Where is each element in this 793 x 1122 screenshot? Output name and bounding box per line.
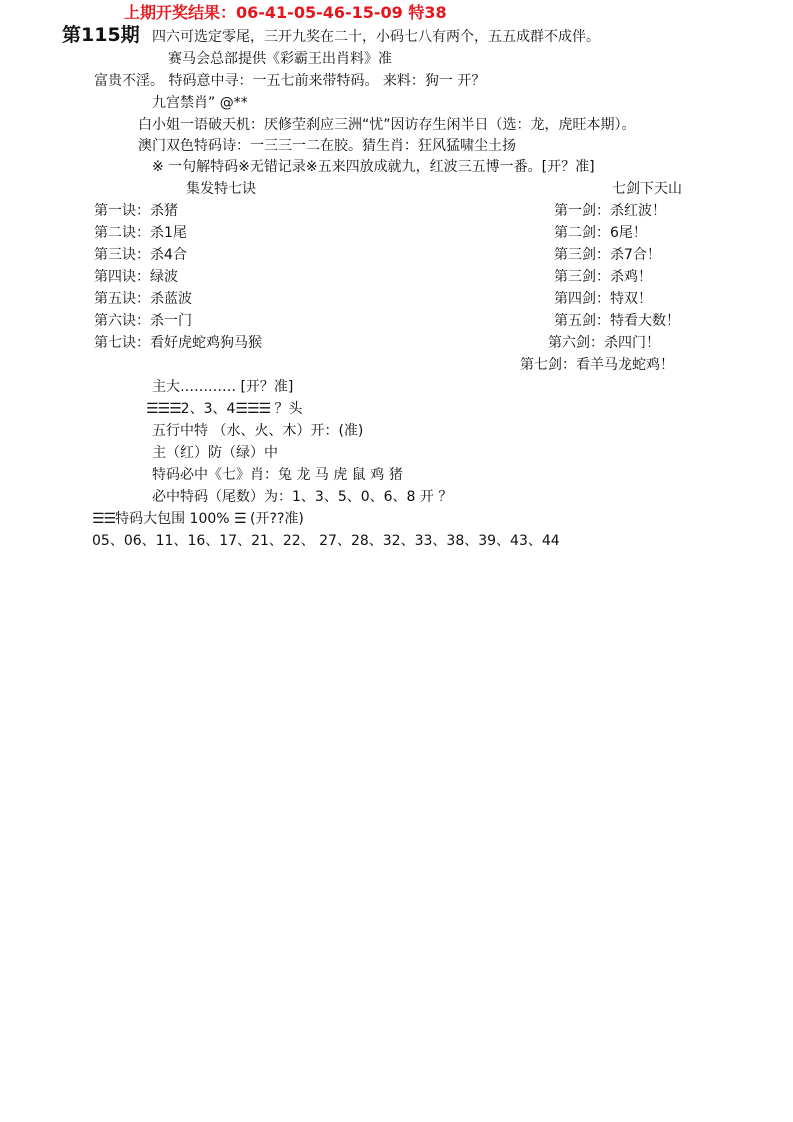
number-list: 05、06、11、16、17、21、22、 27、28、32、33、38、39、43、44 (92, 533, 560, 549)
list-item: 第四诀：绿波 (94, 269, 178, 285)
trigram-icon: ☰ (234, 511, 246, 527)
head-suffix: ？头 (270, 401, 303, 417)
prediction-line-2 (146, 400, 303, 418)
prediction-line-4: 主（红）防（绿）中 (152, 445, 278, 461)
list-item: 第一诀：杀猪 (94, 203, 178, 219)
list-item: 第五诀：杀蓝波 (94, 291, 192, 307)
list-item: 第七剑：看羊马龙蛇鸡！ (520, 357, 674, 373)
list-item: 第四剑：特双！ (554, 291, 652, 307)
prediction-line-5: 特码必中《七》肖：兔 龙 马 虎 鼠 鸡 猪 (152, 467, 403, 483)
list-item: 第六剑：杀四门！ (548, 335, 660, 351)
source-line: 赛马会总部提供《彩霸王出肖料》准 (168, 51, 392, 67)
verse-line-1: 四六可选定零尾，三开九奖在二十，小码七八有两个，五五成群不成伴。 (152, 29, 600, 45)
left-column-title: 集发特七诀 (186, 181, 256, 197)
prediction-line-6: 必中特码（尾数）为：1、3、5、0、6、8 开 ？ (152, 489, 453, 505)
list-item: 第三诀：杀4合 (94, 247, 187, 263)
trigram-icon: ☰☰☰ (235, 401, 271, 417)
trigram-icon: ☰☰ (92, 511, 116, 527)
package-label: 特码大包围 100% (115, 511, 230, 527)
list-item: 第三剑：杀鸡！ (554, 269, 652, 285)
last-result-line: 上期开奖结果：06-41-05-46-15-09 特38 (124, 3, 447, 22)
prediction-line-7 (92, 510, 304, 528)
list-item: 第五剑：特看大数！ (554, 313, 680, 329)
list-item: 第二诀：杀1尾 (94, 225, 187, 241)
verse-line-5: 白小姐一语破天机：厌修茔刹应三洲“忧”因访存生闲半日（选：龙，虎旺本期）。 (138, 117, 636, 133)
list-item: 第一剑：杀红波！ (554, 203, 666, 219)
trigram-icon: ☰☰☰ (146, 401, 181, 417)
right-column-title: 七剑下天山 (612, 181, 682, 197)
verse-line-3: 富贵不淫。 特码意中寻：一五七前来带特码。 来料：狗一 开？ (94, 73, 486, 89)
head-numbers: 2、3、4 (180, 401, 236, 417)
verse-line-6: 澳门双色特码诗：一三三一二在胶。猜生肖：狂风猛啸尘土扬 (138, 138, 516, 154)
prediction-line-1: 主大………… [开？准] (152, 379, 294, 395)
verse-line-4: 九宫禁肖” @** (152, 95, 248, 111)
list-item: 第二剑：6尾！ (554, 225, 647, 241)
issue-number: 第115期 (62, 24, 140, 46)
prediction-line-3: 五行中特 （水、火、木）开：(准) (152, 423, 364, 439)
package-suffix: (开??准) (245, 511, 304, 527)
list-item: 第七诀：看好虎蛇鸡狗马猴 (94, 335, 262, 351)
list-item: 第三剑：杀7合！ (554, 247, 661, 263)
verse-line-7: ※ 一句解特码※无错记录※五来四放成就九，红波三五博一番。[开？准] (152, 159, 595, 175)
list-item: 第六诀：杀一门 (94, 313, 192, 329)
